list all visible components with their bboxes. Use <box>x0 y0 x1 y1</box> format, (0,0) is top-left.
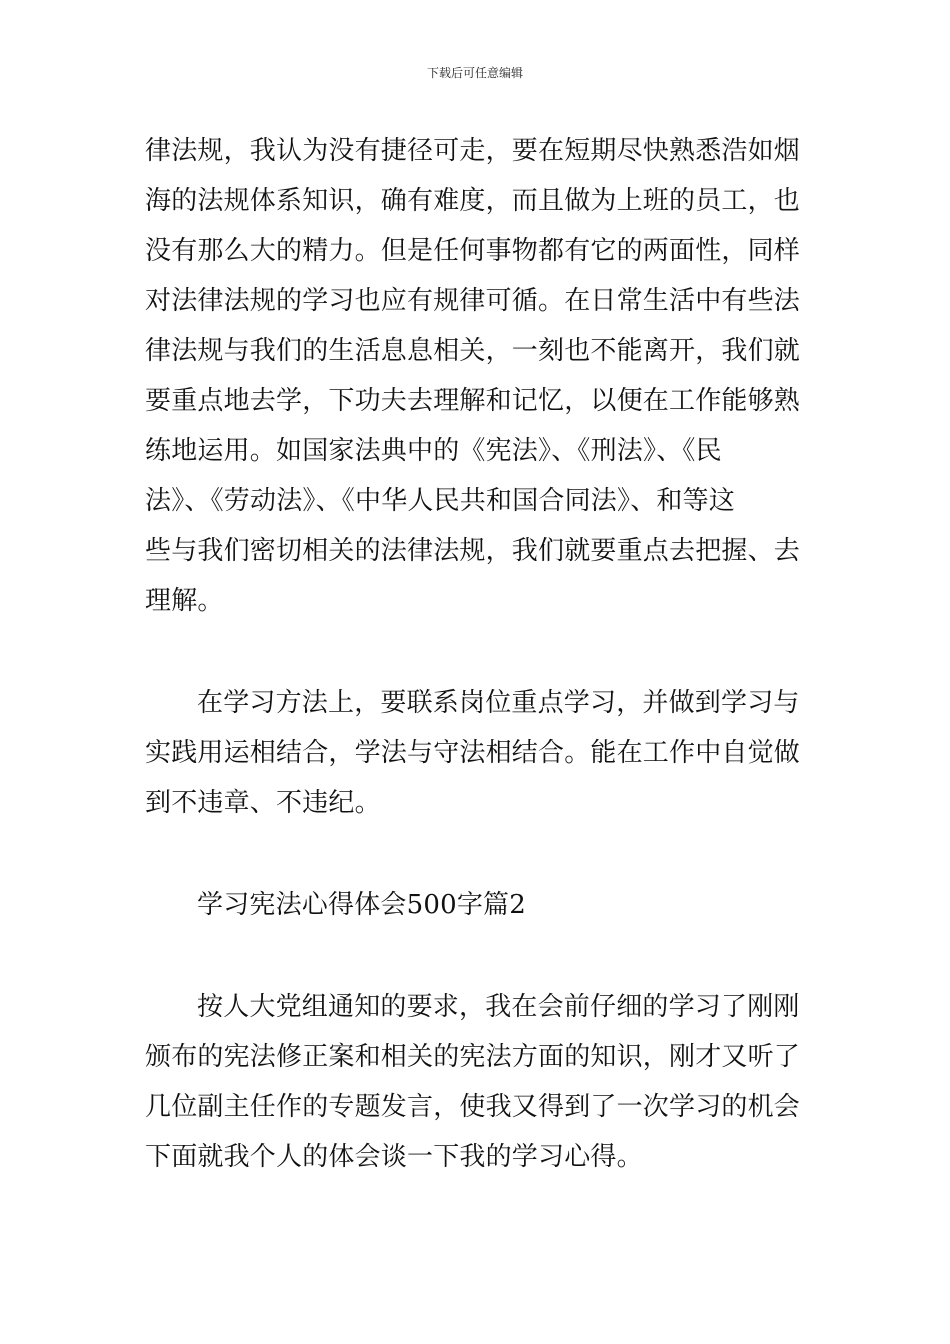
paragraph-2 <box>145 678 809 828</box>
document-body <box>145 126 809 1182</box>
paragraph-3 <box>145 982 809 1182</box>
text-line: 律法规，我认为没有捷径可走，要在短期尽快熟悉浩如烟 <box>145 136 801 166</box>
text-line: 理解。 <box>145 586 224 616</box>
paragraph-gap <box>145 626 809 678</box>
text-line: 实践用运相结合，学法与守法相结合。能在工作中自觉做 <box>145 738 801 768</box>
section-heading <box>145 880 809 930</box>
text-line: 颁布的宪法修正案和相关的宪法方面的知识，刚才又听了 <box>145 1042 801 1072</box>
paragraph-gap <box>145 930 809 982</box>
header-note: 下载后可任意编辑 <box>426 66 523 80</box>
text-line: 海的法规体系知识，确有难度，而且做为上班的员工，也 <box>145 186 801 216</box>
text-line: 法》、《劳动法》、《中华人民共和国合同法》、和等这 <box>145 486 736 516</box>
paragraph-1 <box>145 126 809 626</box>
paragraph-gap <box>145 828 809 880</box>
text-line: 到不违章、不违纪。 <box>145 788 381 818</box>
text-line: 些与我们密切相关的法律法规，我们就要重点去把握、去 <box>145 536 801 566</box>
text-line: 对法律法规的学习也应有规律可循。在日常生活中有些法 <box>145 286 801 316</box>
text-line: 练地运用。如国家法典中的《宪法》、《刑法》、《民 <box>145 436 722 466</box>
text-line: 在学习方法上，要联系岗位重点学习，并做到学习与 <box>197 688 800 718</box>
text-line: 要重点地去学，下功夫去理解和记忆，以便在工作能够熟 <box>145 386 801 416</box>
section-heading-text: 学习宪法心得体会500字篇2 <box>197 890 526 920</box>
text-line: 下面就我个人的体会谈一下我的学习心得。 <box>145 1142 643 1172</box>
text-line: 几位副主任作的专题发言，使我又得到了一次学习的机会 <box>145 1092 801 1122</box>
text-line: 律法规与我们的生活息息相关，一刻也不能离开，我们就 <box>145 336 801 366</box>
text-line: 按人大党组通知的要求，我在会前仔细的学习了刚刚 <box>197 992 800 1022</box>
text-line: 没有那么大的精力。但是任何事物都有它的两面性，同样 <box>145 236 801 266</box>
